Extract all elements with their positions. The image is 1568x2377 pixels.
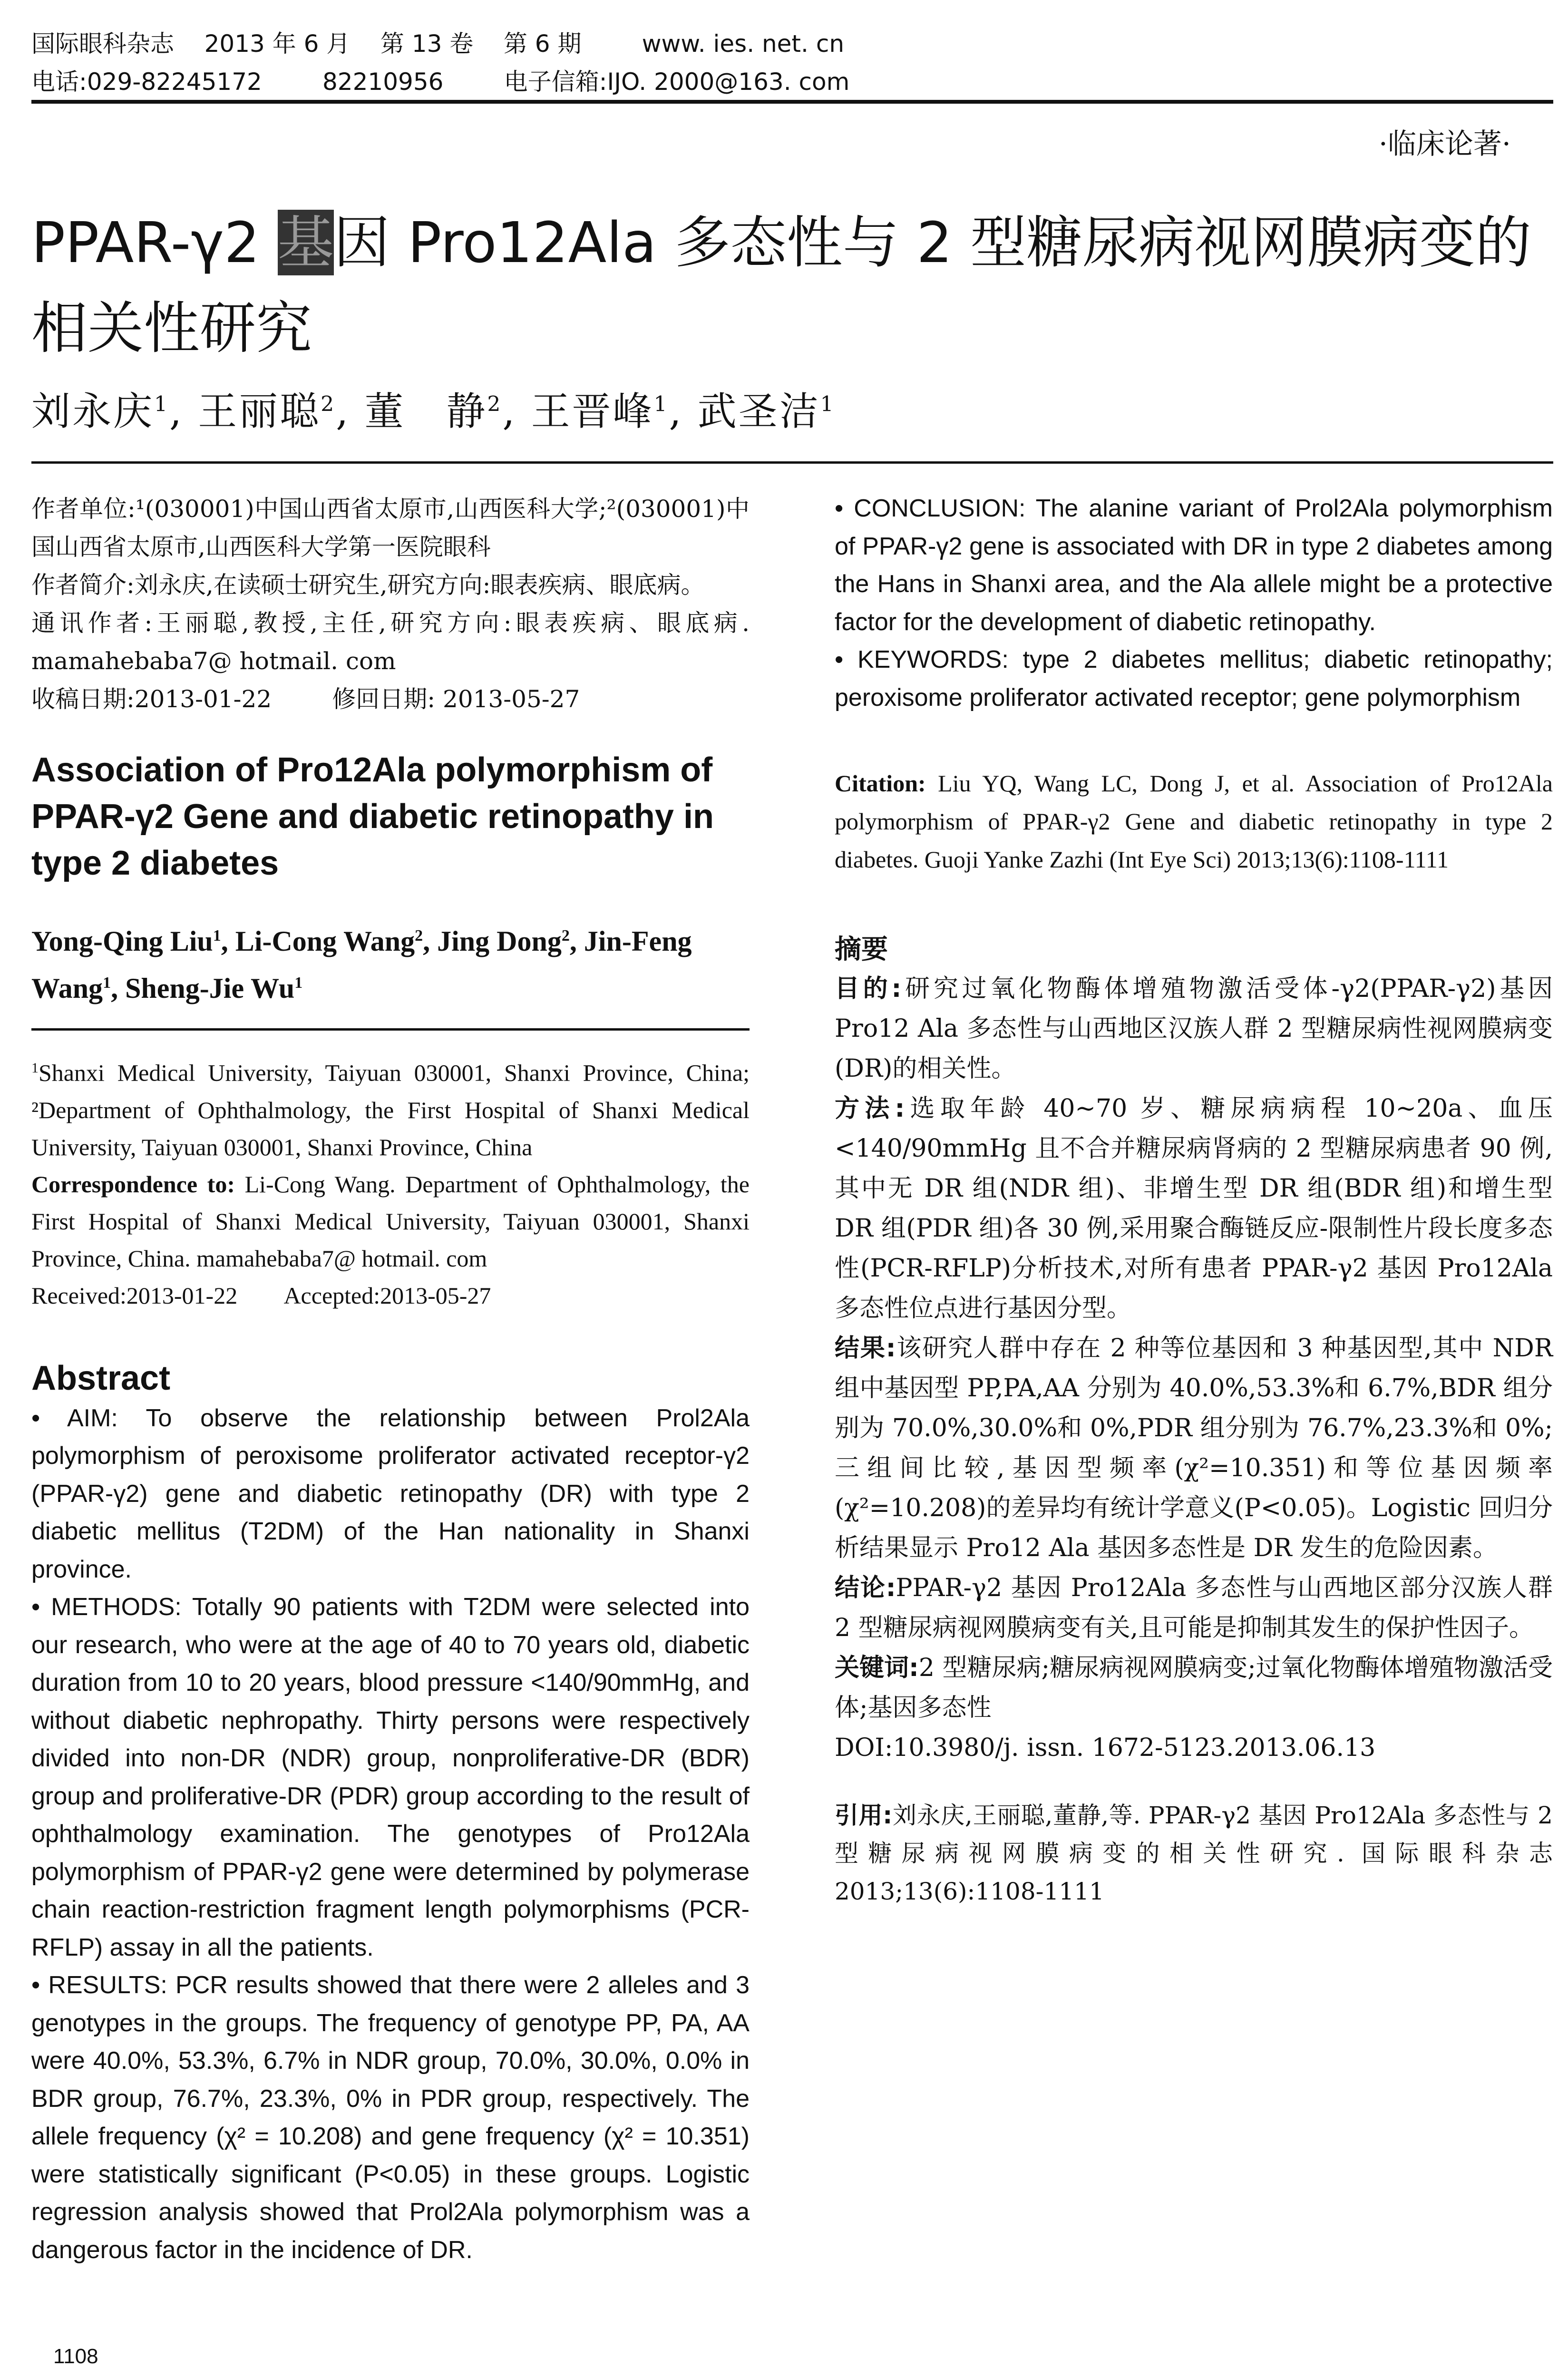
author-zh: 武圣洁 [697, 389, 820, 434]
abstract-body-continued [835, 490, 1553, 717]
header-line-2: 电话:029-82245172 82210956 电子信箱:IJO. 2000@163. com [31, 68, 850, 96]
abstract-zh-heading: 摘要 [835, 934, 888, 965]
header-rule [31, 100, 1553, 104]
title-rule [31, 461, 1553, 464]
abstract-conclusion: • CONCLUSION: The alanine variant of Prol2Ala polymorphism of PPAR-γ2 gene is associated with DR in type 2 diabetes among the Hans in Shanxi area, and the Ala allele might be a protective factor for the development of diabetic retinopathy. [835, 495, 1553, 636]
affiliation-zh: 作者单位:¹(030001)中国山西省太原市,山西医科大学;²(030001)中国山西省太原市,山西医科大学第一医院眼科 [31, 495, 750, 561]
dates-zh: 收稿日期:2013-01-22 修回日期: 2013-05-27 [31, 685, 580, 713]
author-zh: 董 静 [364, 389, 487, 434]
correspondence-zh: 通讯作者:王丽聪,教授,主任,研究方向:眼表疾病、眼底病. mamahebaba7@ hotmail. com [31, 609, 750, 675]
abstract-zh-conclusion: 结论:PPAR-γ2 基因 Pro12Ala 多态性与山西地区部分汉族人群 2 型糖尿病视网膜病变有关,且可能是抑制其发生的保护性因子。 [835, 1574, 1553, 1642]
author-zh: 王丽聪 [198, 389, 321, 434]
title-highlight: 基 [277, 210, 334, 275]
dates-en: Received:2013-01-22 Accepted:2013-05-27 [31, 1282, 491, 1309]
citation-zh: 引用:刘永庆,王丽聪,董静,等. PPAR-γ2 基因 Pro12Ala 多态性与 2 型糖尿病视网膜病变的相关性研究. 国际眼科杂志 2013;13(6):1108-1111 [835, 1802, 1553, 1905]
abstract-zh-results: 结果:该研究人群中存在 2 种等位基因和 3 种基因型,其中 NDR 组中基因型 PP,PA,AA 分别为 40.0%,53.3%和 6.7%,BDR 组分别为 70.0%,30.0%和 0%,PDR 组分别为 76.7%,23.3%和 0%;三组间比较,基因型频率(χ²=10.351)和等位基因频率(χ²=10.208)的差异均有统计学意义(P<0.05)。Logistic 回归分析结果显示 Pro12 Ala 基因多态性是 DR 发生的危险因素。 [835, 1334, 1553, 1562]
abstract-zh-keywords: 关键词:2 型糖尿病;糖尿病视网膜病变;过氧化物酶体增殖物激活受体;基因多态性 [835, 1654, 1553, 1722]
journal-header [31, 25, 1553, 101]
authors-en: Yong-Qing Liu$^1$, Li-Cong Wang$^2$, Jing Dong$^2$, Jin-Feng Wang$^1$, Sheng-Jie Wu$^1$ [31, 925, 692, 1004]
affiliation-en: $^1$Shanxi Medical University, Taiyuan 030001, Shanxi Province, China; ²Department of Ophthalmology, the First Hospital of Shanxi Medical University, Taiyuan 030001, Shanxi Province, China Correspondence to: Li-Cong Wang. Department of Ophthalmology, the First Hospital of Shanxi Medical University, Taiyuan 030001, Shanxi Province, China. mamahebaba7@ hotmail. com Received:2013-01-22 Accepted:2013-05-27 [31, 1059, 750, 1309]
correspondence-text: Li-Cong Wang. Department of Ophthalmology, the First Hospital of Shanxi Medical University, Taiyuan 030001, Shanxi Province, China. mamahebaba7@ hotmail. com [31, 1170, 750, 1272]
right-column [835, 490, 1553, 1910]
section-tag: ·临床论著· [1378, 127, 1511, 161]
author-bio-zh: 作者简介:刘永庆,在读硕士研究生,研究方向:眼表疾病、眼底病。 [31, 571, 705, 599]
abstract-results: • RESULTS: PCR results showed that there were 2 alleles and 3 genotypes in the groups. The frequency of genotype PP, PA, AA were 40.0%, 53.3%, 6.7% in NDR group, 70.0%, 30.0%, 0.0% in BDR group, 76.7%, 23.3%, 0% in PDR group, respectively. The allele frequency (χ² = 10.208) and gene frequency (χ² = 10.351) were statistically significant (P<0.05) in these groups. Logistic regression analysis showed that Prol2Ala polymorphism was a dangerous factor in the incidence of DR. [31, 1971, 750, 2264]
article-title-en: Association of Pro12Ala polymorphism of PPAR-γ2 Gene and diabetic retinopathy in type 2 diabetes [31, 751, 714, 882]
title-part-1: PPAR-γ2 [31, 210, 278, 275]
author-zh: 王晋峰 [531, 389, 654, 434]
abstract-keywords: • KEYWORDS: type 2 diabetes mellitus; diabetic retinopathy; peroxisome proliferator activated receptor; gene polymorphism [835, 646, 1553, 711]
page-number: 1108 [53, 2345, 98, 2368]
abstract-zh-aim: 目的:研究过氧化物酶体增殖物激活受体-γ2(PPAR-γ2)基因 Pro12 Ala 多态性与山西地区汉族人群 2 型糖尿病性视网膜病变(DR)的相关性。 [835, 974, 1553, 1083]
doi: DOI:10.3980/j. issn. 1672-5123.2013.06.13 [835, 1734, 1376, 1762]
title-part-2: 因 Pro12Ala 多态性与 2 型糖尿病视网膜病变的相关性研究 [31, 210, 1531, 361]
abstract-zh-methods: 方法:选取年龄 40~70 岁、糖尿病病程 10~20a、血压<140/90mmHg 且不合并糖尿病肾病的 2 型糖尿病患者 90 例,其中无 DR 组(NDR 组)、非增生型 DR 组(BDR 组)和增生型 DR 组(PDR 组)各 30 例,采用聚合酶链反应-限制性片段长度多态性(PCR-RFLP)分析技术,对所有患者 PPAR-γ2 基因 Pro12Ala 多态性位点进行基因分型。 [835, 1094, 1553, 1323]
correspondence-label: Correspondence to: [31, 1170, 235, 1198]
author-info-zh [31, 490, 750, 718]
left-column [31, 490, 750, 2269]
abstract-aim: • AIM: To observe the relationship between Prol2Ala polymorphism of peroxisome proliferator activated receptor-γ2 (PPAR-γ2) gene and diabetic retinopathy (DR) with type 2 diabetic mellitus (T2DM) of the Han nationality in Shanxi province. [31, 1404, 750, 1583]
abstract-body [31, 1400, 750, 2270]
abstract-zh-body [835, 969, 1553, 1728]
citation-en: Citation: Liu YQ, Wang LC, Dong J, et al. Association of Pro12Ala polymorphism of PPAR-γ2 Gene and diabetic retinopathy in type 2 diabetes. Guoji Yanke Zazhi (Int Eye Sci) 2013;13(6):1108-1111 [835, 770, 1553, 873]
header-line-1: 国际眼科杂志 2013 年 6 月 第 13 卷 第 6 期 www. ies. net. cn [31, 30, 845, 58]
author-rule [31, 1028, 750, 1031]
abstract-heading: Abstract [31, 1359, 171, 1397]
authors-zh: 刘永庆$^1$, 王丽聪$^2$, 董 静$^2$, 王晋峰$^1$, 武圣洁$^1$ [31, 389, 836, 434]
abstract-methods: • METHODS: Totally 90 patients with T2DM were selected into our research, who were at the age of 40 to 70 years old, diabetic duration from 10 to 20 years, blood pressure <140/90mmHg, and without diabetic nephropathy. Thirty persons were respectively divided into non-DR (NDR) group, nonproliferative-DR (BDR) group and proliferative-DR (PDR) group according to the result of ophthalmology examination. The genotypes of Pro12Ala polymorphism of PPAR-γ2 gene were determined by polymerase chain reaction-restriction fragment length polymorphisms (PCR-RFLP) assay in all the patients. [31, 1593, 750, 1961]
author-zh: 刘永庆 [31, 389, 155, 434]
article-title-zh [31, 200, 1553, 371]
